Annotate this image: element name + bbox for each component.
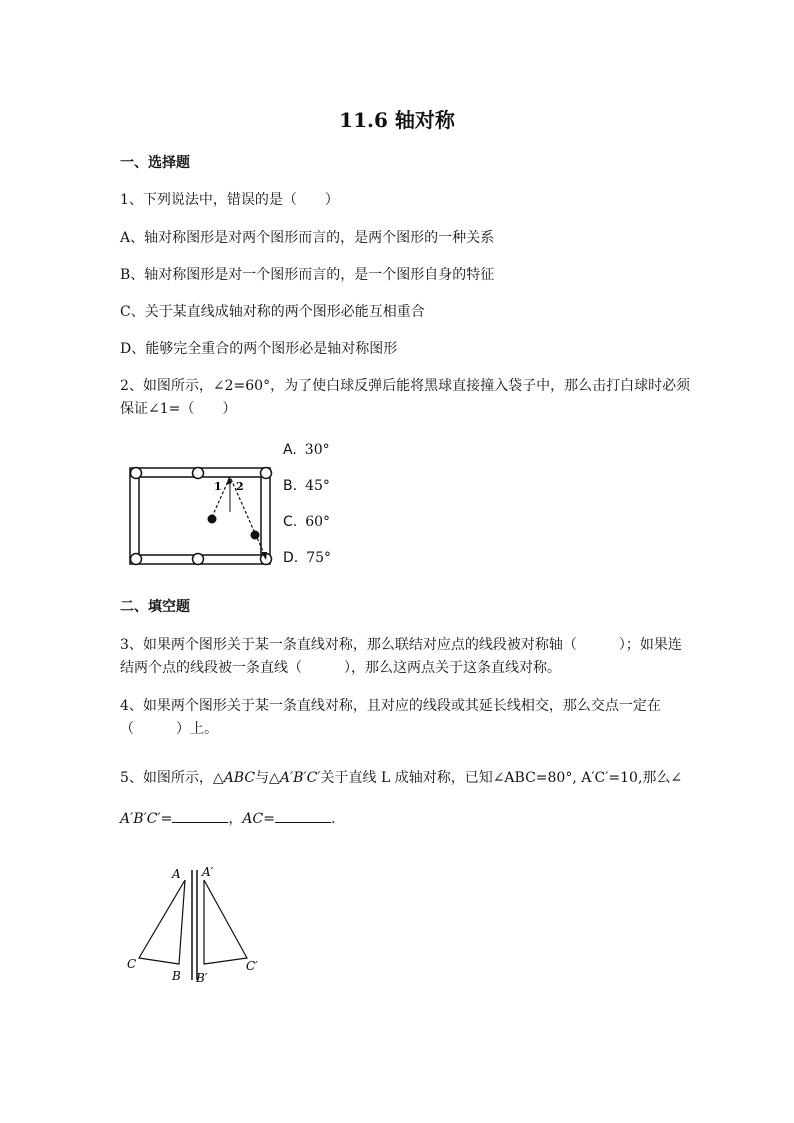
vertex-b-prime-label: B′: [196, 971, 208, 985]
q2-option-d-letter: D.: [283, 550, 299, 566]
section-heading-fill: 二、填空题: [120, 599, 190, 615]
q2-option-c-value: 60°: [305, 514, 331, 530]
q5-eq2: =: [263, 811, 275, 827]
pocket-top-middle: [193, 468, 204, 479]
vertex-a-label: A: [172, 867, 181, 881]
angle-1-label: 1: [214, 480, 222, 493]
q2-option-a-value: 30°: [304, 442, 330, 458]
q5-line1-a: 5、如图所示，△: [120, 770, 224, 786]
pocket-top-right: [261, 468, 272, 479]
arrow-head-up: [226, 477, 232, 485]
triangle-abc-prime: [204, 880, 247, 964]
q2-stem-line1: 2、如图所示，∠2=60°，为了使白球反弹后能将黑球直接撞入袋子中，那么击打白球时必须: [120, 378, 691, 394]
q3-line2: 结两个点的线段被一条直线（ ），那么这两点关于这条直线对称。: [120, 660, 561, 676]
q5-answer-blank-1[interactable]: [172, 808, 228, 823]
q5-line1-c: 关于直线 L 成轴对称，已知∠ABC=80°, A′C′=10,那么∠: [320, 770, 683, 786]
q1-option-a: A、轴对称图形是对两个图形而言的，是两个图形的一种关系: [120, 230, 495, 246]
q5-comma: ，: [228, 811, 243, 827]
q2-option-b: [283, 478, 330, 494]
q5-line1-b: 与△: [255, 770, 280, 786]
q2-option-b-value: 45°: [305, 478, 330, 494]
q5-eq1: =: [160, 811, 173, 827]
q2-stem-line2: 保证∠1=（ ）: [120, 401, 237, 417]
pocket-bottom-middle: [193, 554, 204, 565]
q5-angle-label: A′B′C′: [120, 811, 161, 827]
q2-option-d-value: 75°: [306, 550, 332, 566]
q4-line2: （ ）上。: [120, 721, 218, 737]
section-heading-choice: 一、选择题: [120, 155, 190, 171]
q5-period: .: [330, 811, 336, 827]
q3-line1: 3、如果两个图形关于某一条直线对称，那么联结对应点的线段被对称轴（ ）；如果连: [120, 637, 682, 653]
vertex-c-prime-label: C′: [246, 959, 258, 973]
q1-stem: 1、下列说法中，错误的是（ ）: [120, 192, 339, 208]
angle-2-label: 2: [236, 480, 244, 493]
q2-option-c: [283, 514, 330, 530]
table-outer-rail: [130, 468, 270, 564]
pocket-top-left: [131, 468, 142, 479]
q5-line1: [120, 766, 682, 790]
triangle-abc: [139, 880, 185, 964]
q5-ac-label: AC: [242, 811, 264, 827]
q2-option-c-letter: C.: [283, 514, 298, 530]
q2-option-b-letter: B.: [283, 478, 298, 494]
q1-option-c: C、关于某直线成轴对称的两个图形必能互相重合: [120, 304, 425, 320]
q2-option-a: [283, 442, 330, 458]
q5-answer-blank-2[interactable]: [275, 808, 331, 823]
q5-triangle-abc-prime: A′B′C′: [279, 770, 321, 786]
q2-option-d: [283, 550, 331, 566]
q4-line1: 4、如果两个图形关于某一条直线对称，且对应的线段或其延长线相交，那么交点一定在: [120, 698, 661, 714]
white-ball: [208, 515, 217, 524]
q1-option-b: B、轴对称图形是对一个图形而言的，是一个图形自身的特征: [120, 267, 495, 283]
vertex-c-label: C: [127, 957, 137, 971]
symmetric-triangles-figure: [122, 860, 272, 990]
black-ball: [251, 531, 260, 540]
q2-option-a-letter: A.: [283, 442, 297, 458]
page-title: 11.6 轴对称: [339, 108, 455, 132]
pocket-bottom-left: [131, 554, 142, 565]
pocket-icons: [131, 468, 272, 565]
vertex-b-label: B: [172, 969, 181, 983]
q5-line2: [120, 807, 335, 831]
q1-option-d: D、能够完全重合的两个图形必是轴对称图形: [120, 341, 398, 357]
billiard-table-figure: [126, 462, 276, 572]
q5-triangle-abc: ABC: [223, 770, 256, 786]
vertex-a-prime-label: A′: [202, 865, 214, 879]
